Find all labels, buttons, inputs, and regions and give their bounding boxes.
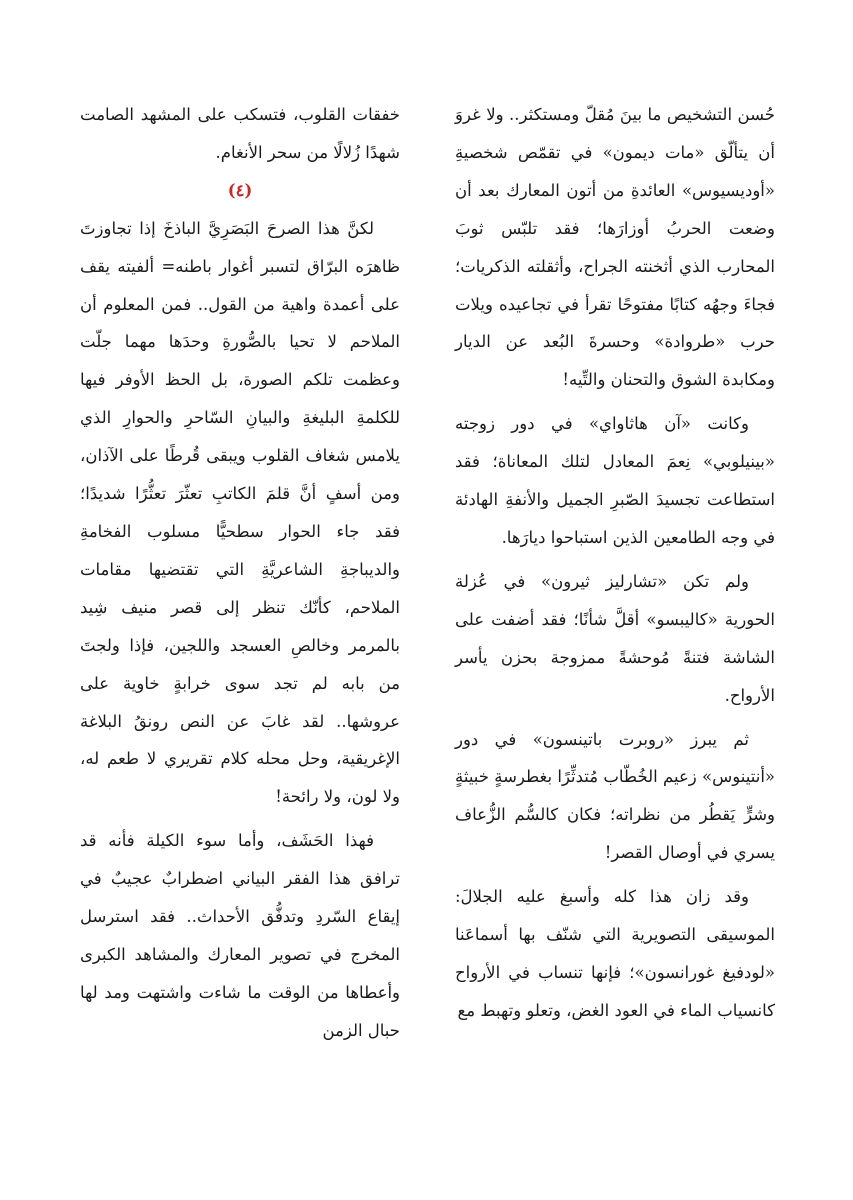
paragraph: حُسن التشخيص ما بينَ مُقلّ ومستكثر.. ولا غروَ أن يتألّق «مات ديمون» في تقمّص شخصيةِ «أوديسيوس» العائدةِ من أتون المعارك بعد أن وضعت الحربُ أوزارَها؛ فقد تلبّس ثوبَ المحارب الذي أثخنته الجراح، وأثقلته الذكريات؛ فجاءَ وجهُه كتابًا مفتوحًا تقرأ في تجاعيده ويلات حرب «طروادة» وحسرةَ البُعد عن الديار ومكابدة الشوق والتحنان والتِّيه!	[455, 105, 775, 390]
paragraph: وكانت «آن هاثاواي» في دور زوجته «بينيلوبي» نِعمَ المعادل لتلك المعاناة؛ فقد استطاعت تجسيدَ الصّبرِ الجميل والأنفةِ الهادئة في وجه الطامعين الذين استباحوا ديارَها.	[455, 414, 775, 547]
paragraph: فهذا الحَشَف، وأما سوء الكيلة فأنه قد ترافق هذا الفقر البياني اضطرابٌ عجيبٌ في إيقاع السّردِ وتدفُّق الأحداث.. فقد استرسل المخرج في تصوير المعارك والمشاهد الكبرى وأعطاها من الوقت ما شاءت واشتهت ومد لها حبال الزمن	[80, 831, 400, 1040]
left-column	[80, 96, 400, 1050]
section-number: (٤)	[227, 180, 253, 200]
paragraph: ثم يبرز «روبرت باتينسون» في دور «أنتينوس» زعيم الخُطّاب مُتدثِّرًا بغطرسةٍ خبيثةٍ وشرٍّ يَقطُر من نظراته؛ فكان كالسُّم الزُّعاف يسري في أوصال القصر!	[455, 729, 775, 863]
paragraph: لكنَّ هذا الصرحَ البَصَرِيَّ الباذخَ إذا تجاوزتَ ظاهرَه البرّاق لتسبر أغوار باطنه= ألفيته يقف على أعمدة واهية من القول.. فمن المعلوم أن الملاحم لا تحيا بالصُّورةِ وحدَها مهما جلّت وعظمت تلكم الصورة، بل الحظ الأوفر فيها للكلمةِ البليغةِ والبيانِ السّاحرِ والحوارِ الذي يلامس شغاف القلوب ويبقى قُرطًا على الآذان، ومن أسفٍ أنَّ قلمَ الكاتبِ تعثّرَ تعثُّرًا شديدًا؛ فقد جاء الحوار سطحيًّا مسلوب الفخامةِ والديباجةِ الشاعريَّةِ التي تقتضيها مقامات الملاحم، كأنّك تنظر إلى قصر منيف شِيد بالمرمر وخالصِ العسجد واللجين، فإذا ولجتَ من بابه لم تجد سوى خرابةٍ خاوية على عروشها.. لقد غابَ عن النص رونقُ البلاغة الإغريقية، وحل محله كلام تقريري لا طعم له، ولا لون، ولا رائحة!	[80, 218, 400, 807]
paragraph: خفقات القلوب، فتسكب على المشهد الصامت شهدًا زُلالًا من سحر الأنغام.	[80, 105, 400, 162]
paragraph: ولم تكن «تشارليز ثيرون» في عُزلة الحورية «كاليبسو» أقلَّ شأنًا؛ فقد أضفت على الشاشة فتنةً مُوحشةً ممزوجة بحزن يأسر الأرواح.	[455, 571, 775, 705]
right-column	[455, 96, 775, 1030]
paragraph: وقد زان هذا كله وأسبغ عليه الجلالَ: الموسيقى التصويرية التي شنّف بها أسماعَنا «لودفيغ غورانسون»؛ فإنها تنساب في الأرواح كانسياب الماء في العود الغض، وتعلو وتهبط مع	[455, 887, 775, 1020]
